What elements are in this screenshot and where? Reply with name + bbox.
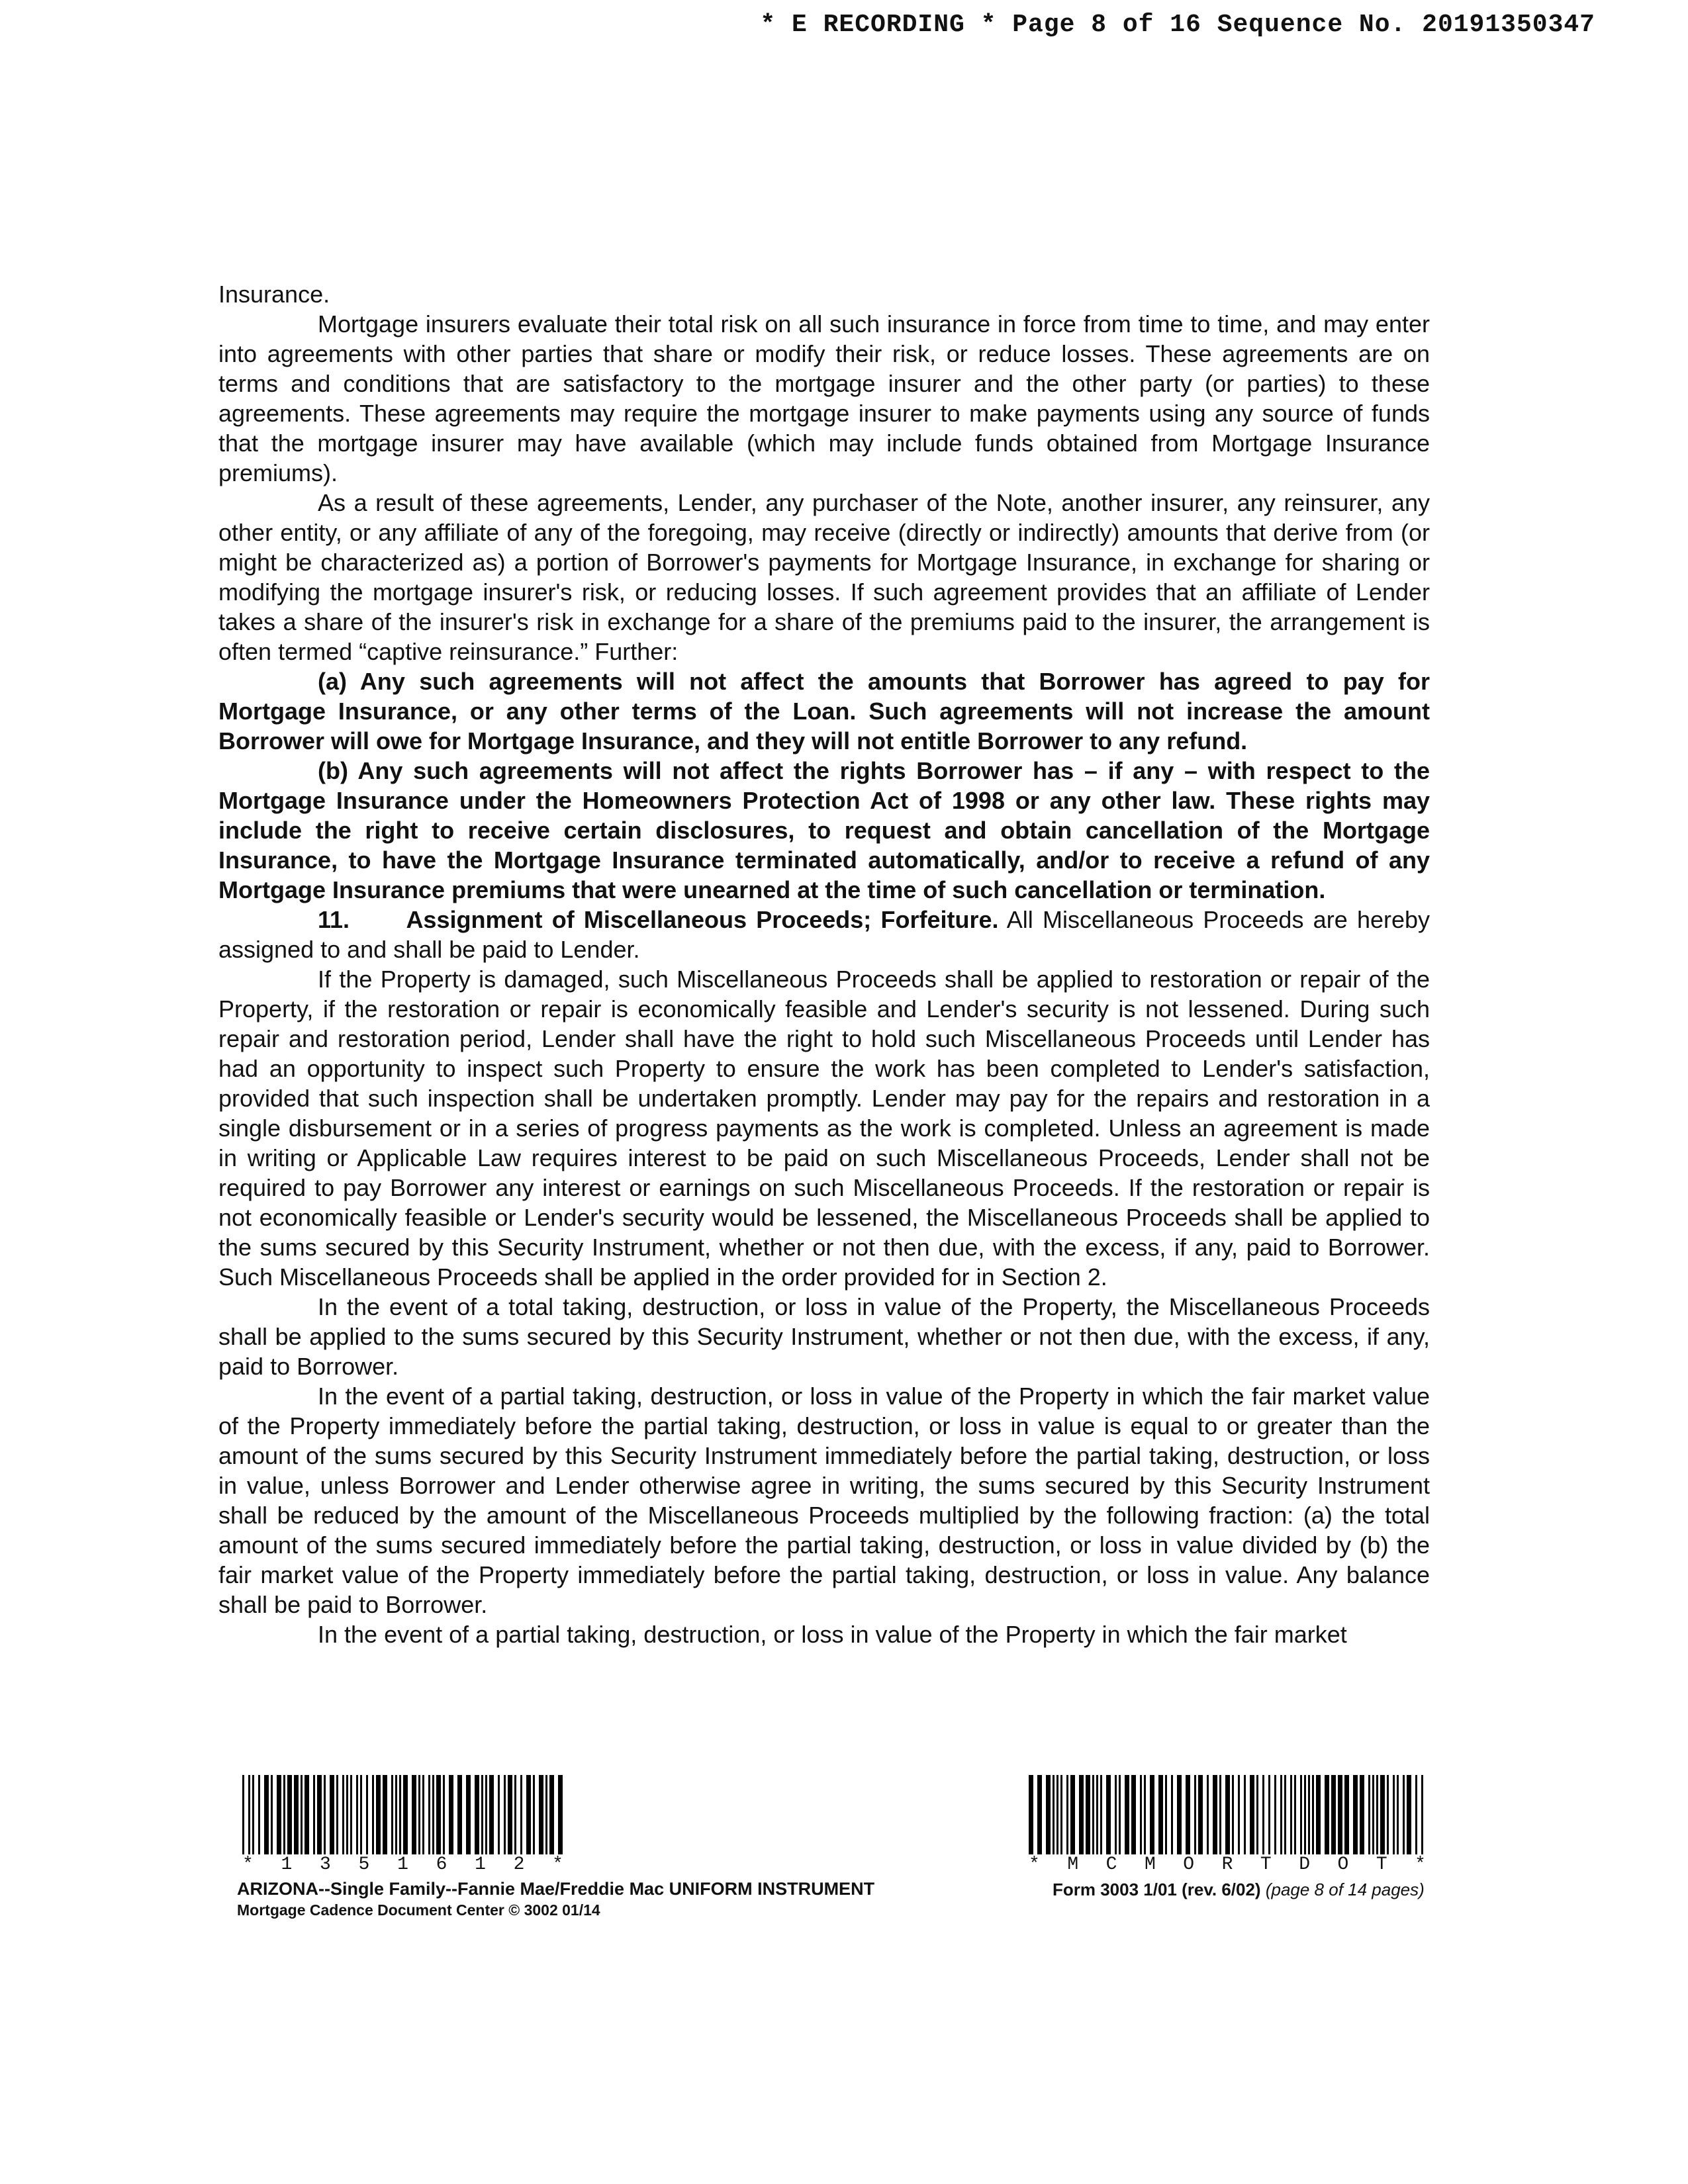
barcode-bar <box>1066 1775 1068 1854</box>
barcode-bar <box>418 1775 420 1854</box>
barcode-bar <box>350 1775 352 1854</box>
barcode-char: 5 <box>358 1854 370 1875</box>
section-number: 11. <box>318 906 350 933</box>
barcode-bar <box>330 1775 334 1854</box>
barcode-bar <box>1186 1775 1190 1854</box>
barcode-bar <box>1331 1775 1336 1854</box>
barcode-bar <box>1086 1775 1090 1854</box>
barcode-bar <box>264 1775 269 1854</box>
barcode-bar <box>1262 1775 1264 1854</box>
barcode-bar <box>498 1775 500 1854</box>
barcode-bar <box>1232 1775 1234 1854</box>
paragraph-risk-evaluation: Mortgage insurers evaluate their total risk on all such insurance in force from time to time, and may enter into agreements with other parties that share or modify their risk, or reduce losses. These agreements are on terms and conditions that are satisfactory to the mortgage insurer and the other party (or parties) to these agreements. These agreements may require the mortgage insurer to make payments using any source of funds that the mortgage insurer may have available (which may include funds obtained from Mortgage Insurance premiums). <box>218 310 1430 486</box>
barcode-char: T <box>1260 1854 1272 1875</box>
barcode-bar <box>1060 1775 1062 1854</box>
barcode-left-graphic <box>242 1775 563 1854</box>
paragraph-total-taking: In the event of a total taking, destruction, or loss in value of the Property, the Miscellaneous Proceeds shall be applied to the sums secured by this Security Instrument, whether or not then due, with the excess, if any, paid to Borrower. <box>218 1293 1430 1380</box>
barcode-bar <box>520 1775 522 1854</box>
footer-instrument <box>237 1878 874 1921</box>
barcode-bar <box>324 1775 326 1854</box>
barcode-bar <box>1368 1775 1370 1854</box>
barcode-bar <box>1316 1775 1321 1854</box>
paragraph-captive-reinsurance: As a result of these agreements, Lender, any purchaser of the Note, another insurer, any reinsurer, any other entity, or any affiliate of any of the foregoing, may receive (directly or indirectly) amounts that derive from (or might be characterized as) a portion of Borrower's payments for Mortgage Insurance, in exchange for sharing or modifying the mortgage insurer's risk, or reducing losses. If such agreement provides that an affiliate of Lender takes a share of the insurer's risk in exchange for a share of the premiums paid to the insurer, the arrangement is often termed “captive reinsurance.” Further: <box>218 489 1430 665</box>
barcode-bar <box>1304 1775 1306 1854</box>
barcode-right-graphic <box>1029 1775 1426 1854</box>
barcode-bar <box>1353 1775 1358 1854</box>
barcode-bar <box>403 1775 408 1854</box>
barcode-bar <box>422 1775 424 1854</box>
section-11 <box>218 905 1430 964</box>
barcode-bar <box>1158 1775 1163 1854</box>
barcode-bar <box>294 1775 299 1854</box>
barcode-bar <box>1037 1775 1042 1854</box>
barcode-bar <box>1029 1775 1033 1854</box>
barcode-bar <box>1238 1775 1240 1854</box>
barcode-bar <box>1171 1775 1173 1854</box>
barcode-bar <box>399 1775 401 1854</box>
barcode-bar <box>1393 1775 1395 1854</box>
barcode-bar <box>1079 1775 1084 1854</box>
barcode-bar <box>1131 1775 1136 1854</box>
barcode-bar <box>485 1775 487 1854</box>
barcode-left-text <box>242 1854 563 1875</box>
barcode-bar <box>443 1775 445 1854</box>
barcode-bar <box>1177 1775 1182 1854</box>
barcode-bar <box>305 1775 309 1854</box>
barcode-bar <box>1325 1775 1329 1854</box>
barcode-char: * <box>1415 1854 1426 1875</box>
barcode-bar <box>466 1775 471 1854</box>
barcode-right <box>1029 1775 1426 1854</box>
barcode-char: T <box>1376 1854 1387 1875</box>
barcode-char: 1 <box>281 1854 293 1875</box>
footer-form-number: Form 3003 1/01 (rev. 6/02) <box>1053 1880 1261 1899</box>
barcode-bar <box>1046 1775 1051 1854</box>
barcode-bar <box>1207 1775 1209 1854</box>
barcode-right-text <box>1029 1854 1426 1875</box>
barcode-bar <box>242 1775 244 1854</box>
barcode-bar <box>360 1775 362 1854</box>
barcode-bar <box>1100 1775 1102 1854</box>
barcode-bar <box>342 1775 344 1854</box>
barcode-bar <box>317 1775 322 1854</box>
barcode-bar <box>376 1775 381 1854</box>
barcode-bar <box>383 1775 387 1854</box>
barcode-bar <box>504 1775 506 1854</box>
barcode-bar <box>356 1775 358 1854</box>
barcode-bar <box>252 1775 254 1854</box>
barcode-bar <box>277 1775 281 1854</box>
barcode-bar <box>526 1775 531 1854</box>
barcode-char: * <box>1029 1854 1040 1875</box>
paragraph-continuation: Insurance. <box>218 281 330 308</box>
barcode-char: 3 <box>320 1854 331 1875</box>
barcode-bar <box>366 1775 368 1854</box>
barcode-bar <box>489 1775 494 1854</box>
barcode-char: 1 <box>397 1854 408 1875</box>
barcode-bar <box>1360 1775 1364 1854</box>
barcode-char: D <box>1299 1854 1310 1875</box>
barcode-char: O <box>1183 1854 1195 1875</box>
barcode-bar <box>1284 1775 1286 1854</box>
barcode-char: O <box>1337 1854 1349 1875</box>
barcode-bar <box>457 1775 462 1854</box>
footer-page-number: (page 8 of 14 pages) <box>1265 1880 1425 1899</box>
barcode-bar <box>1219 1775 1221 1854</box>
barcode-bar <box>1165 1775 1167 1854</box>
barcode-char: * <box>242 1854 254 1875</box>
barcode-bar <box>1397 1775 1399 1854</box>
barcode-bar <box>1294 1775 1296 1854</box>
barcode-bar <box>1070 1775 1075 1854</box>
barcode-bar <box>475 1775 479 1854</box>
barcode-bar <box>436 1775 441 1854</box>
paragraph-partial-taking-greater: In the event of a partial taking, destruction, or loss in value of the Property in which the fair market value of the Property immediately before the partial taking, destruction, or loss in value is equal to or greater than the amount of the sums secured by this Security Instrument immediately before the partial taking, destruction, or loss in value, unless Borrower and Lender otherwise agree in writing, the sums secured by this Security Instrument shall be reduced by the amount of the Miscellaneous Proceeds multiplied by the following fraction: (a) the total amount of the sums secured immediately before the partial taking, destruction, or loss in value divided by (b) the fair market value of the Property immediately before the partial taking, destruction, or loss in value. Any balance shall be paid to Borrower. <box>218 1383 1430 1618</box>
barcode-bar <box>481 1775 483 1854</box>
barcode-bar <box>1144 1775 1146 1854</box>
barcode-bar <box>1380 1775 1385 1854</box>
barcode-bar <box>395 1775 397 1854</box>
recording-header: * E RECORDING * Page 8 of 16 Sequence No. 20191350347 <box>760 11 1595 39</box>
paragraph-clause-a: (a) Any such agreements will not affect the amounts that Borrower has agreed to pay for Mortgage Insurance, or any other terms of the Loan. Such agreements will not increase the amount Borrower will owe for Mortgage Insurance, and they will not entitle Borrower to any refund. <box>218 668 1430 754</box>
barcode-left <box>242 1775 563 1854</box>
barcode-bar <box>287 1775 292 1854</box>
barcode-char: 1 <box>475 1854 486 1875</box>
barcode-bar <box>1274 1775 1276 1854</box>
barcode-bar <box>1115 1775 1117 1854</box>
barcode-bar <box>372 1775 374 1854</box>
barcode-bar <box>283 1775 285 1854</box>
document-body <box>218 279 1430 1649</box>
barcode-bar <box>1376 1775 1378 1854</box>
barcode-bar <box>1415 1775 1417 1854</box>
barcode-bar <box>1096 1775 1098 1854</box>
barcode-bar <box>1213 1775 1217 1854</box>
barcode-bar <box>1198 1775 1203 1854</box>
barcode-bar <box>1407 1775 1411 1854</box>
barcode-bar <box>1150 1775 1154 1854</box>
barcode-bar <box>1106 1775 1111 1854</box>
section-heading: Assignment of Miscellaneous Proceeds; Forfeiture. <box>406 906 999 933</box>
footer-instrument-title: ARIZONA--Single Family--Fannie Mae/Freddie Mac UNIFORM INSTRUMENT <box>237 1879 875 1899</box>
barcode-bar <box>346 1775 348 1854</box>
barcode-bar <box>1300 1775 1302 1854</box>
barcode-bar <box>1280 1775 1282 1854</box>
barcode-bar <box>1256 1775 1258 1854</box>
barcode-bar <box>533 1775 535 1854</box>
barcode-bar <box>549 1775 554 1854</box>
barcode-char: R <box>1221 1854 1233 1875</box>
barcode-bar <box>336 1775 338 1854</box>
paragraph-property-damaged: If the Property is damaged, such Miscellaneous Proceeds shall be applied to restoration or repair of the Property, if the restoration or repair is economically feasible and Lender's security is not lessened. During such repair and restoration period, Lender shall have the right to hold such Miscellaneous Proceeds until Lender has had an opportunity to inspect such Property to ensure the work has been completed to Lender's satisfaction, provided that such inspection shall be undertaken promptly. Lender may pay for the repairs and restoration in a single disbursement or in a series of progress payments as the work is completed. Unless an agreement is made in writing or Applicable Law requires interest to be paid on such Miscellaneous Proceeds, Lender shall not be required to pay Borrower any interest or earnings on such Miscellaneous Proceeds. If the restoration or repair is not economically feasible or Lender's security would be lessened, the Miscellaneous Proceeds shall be applied to the sums secured by this Security Instrument, whether or not then due, with the excess, if any, paid to Borrower. Such Miscellaneous Proceeds shall be applied in the order provided for in Section 2. <box>218 966 1430 1291</box>
barcode-bar <box>1403 1775 1405 1854</box>
barcode-bar <box>545 1775 547 1854</box>
barcode-bar <box>301 1775 303 1854</box>
barcode-char: 6 <box>436 1854 447 1875</box>
barcode-bar <box>508 1775 512 1854</box>
paragraph-clause-b: (b) Any such agreements will not affect the rights Borrower has – if any – with respect to the Mortgage Insurance under the Homeowners Protection Act of 1998 or any other law. These rights may include the right to receive certain disclosures, to request and obtain cancellation of the Mortgage Insurance, to have the Mortgage Insurance terminated automatically, and/or to receive a refund of any Mortgage Insurance premiums that were unearned at the time of such cancellation or termination. <box>218 757 1430 903</box>
barcode-char: 2 <box>513 1854 525 1875</box>
barcode-bar <box>1056 1775 1058 1854</box>
barcode-bar <box>258 1775 260 1854</box>
barcode-bar <box>1250 1775 1254 1854</box>
barcode-bar <box>1421 1775 1423 1854</box>
barcode-char: M <box>1067 1854 1079 1875</box>
barcode-bar <box>558 1775 563 1854</box>
section-text: All Miscellaneous Proceeds are hereby assigned to and shall be paid to Lender. <box>218 906 1430 963</box>
barcode-bar <box>539 1775 543 1854</box>
barcode-bar <box>248 1775 250 1854</box>
barcode-char: M <box>1144 1854 1156 1875</box>
barcode-bar <box>1372 1775 1374 1854</box>
barcode-bar <box>412 1775 416 1854</box>
barcode-bar <box>1338 1775 1342 1854</box>
barcode-char: C <box>1105 1854 1117 1875</box>
barcode-bar <box>1290 1775 1292 1854</box>
paragraph-partial-taking-less: In the event of a partial taking, destruction, or loss in value of the Property in which the fair market <box>318 1621 1347 1648</box>
barcode-bar <box>391 1775 393 1854</box>
footer-document-center: Mortgage Cadence Document Center © 3002 01/14 <box>237 1901 600 1919</box>
barcode-bar <box>1344 1775 1349 1854</box>
barcode-bar <box>428 1775 430 1854</box>
barcode-bar <box>449 1775 453 1854</box>
barcode-bar <box>432 1775 434 1854</box>
barcode-bar <box>271 1775 273 1854</box>
barcode-char: * <box>552 1854 563 1875</box>
barcode-bar <box>1244 1775 1246 1854</box>
footer-form <box>1053 1880 1425 1900</box>
barcode-bar <box>514 1775 516 1854</box>
barcode-bar <box>1268 1775 1270 1854</box>
barcode-bar <box>1308 1775 1310 1854</box>
barcode-bar <box>313 1775 315 1854</box>
barcode-bar <box>1140 1775 1142 1854</box>
barcode-bar <box>1092 1775 1094 1854</box>
barcode-bar <box>1125 1775 1129 1854</box>
barcode-bar <box>1312 1775 1314 1854</box>
barcode-bar <box>1194 1775 1196 1854</box>
barcode-bar <box>1119 1775 1121 1854</box>
barcode-bar <box>1225 1775 1230 1854</box>
barcode-bar <box>1053 1775 1055 1854</box>
barcode-bar <box>1387 1775 1389 1854</box>
